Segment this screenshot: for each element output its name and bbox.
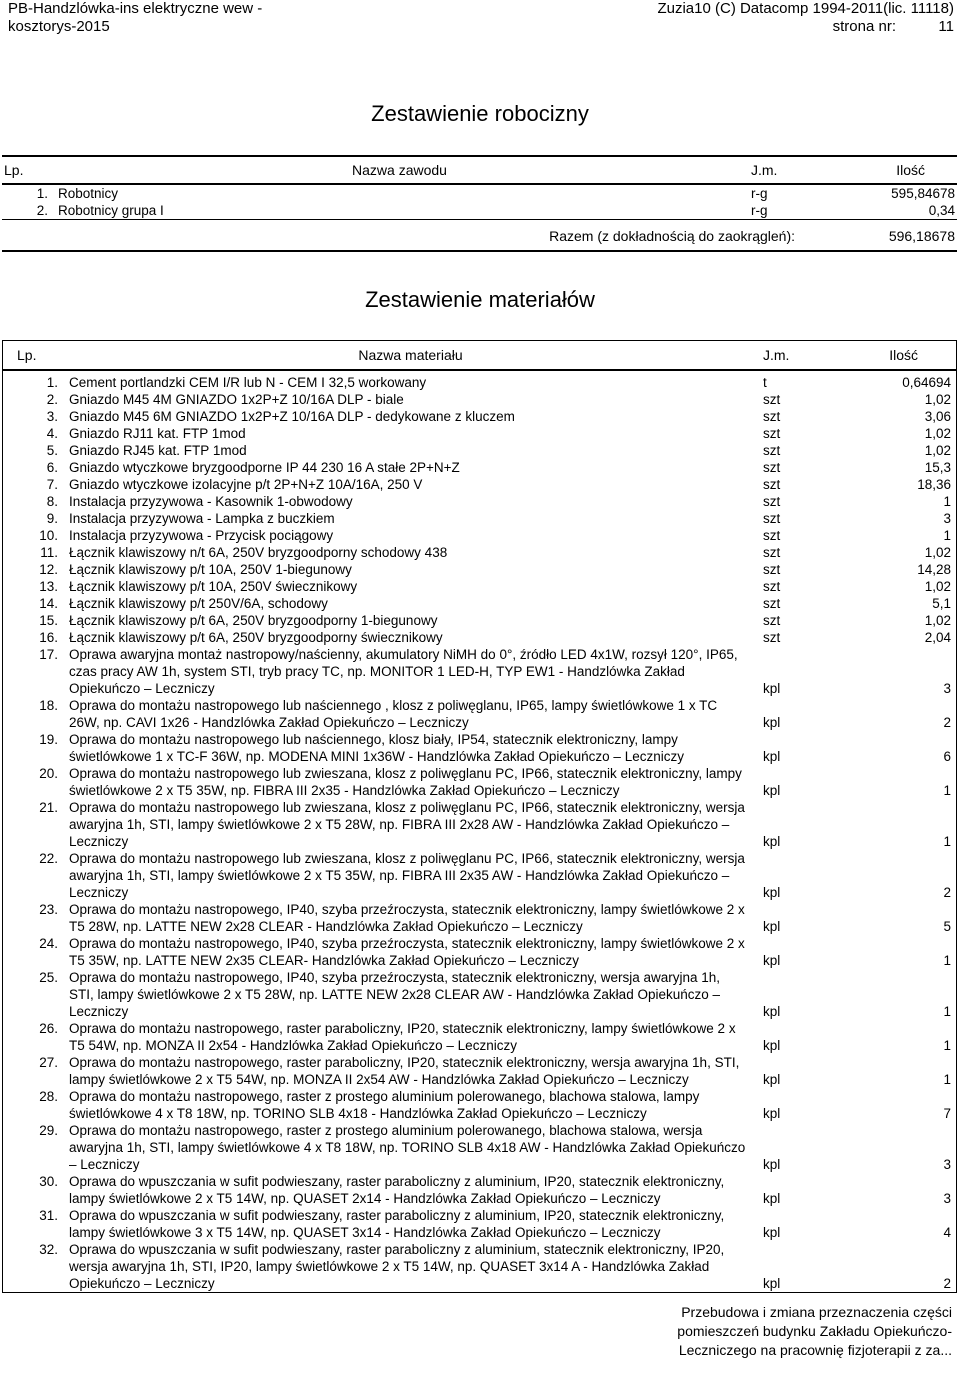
row-name: Oprawa do montażu nastropowego, IP40, szyba przeźroczysta, statecznik elektroniczny, lampy świetlówkowe 2 x T5 35W, np. LATTE NEW 2x35 CLEAR- Handzlówka Zakład Opiekuńczo – Leczniczy bbox=[69, 936, 745, 968]
row-name: Oprawa do wpuszczania w sufit podwieszany, raster paraboliczny z aluminium, IP20, statecznik elektroniczny, lampy świetlówkowe 2 x T5 14W, np. QUASET 2x14 - Handzlówka Zakład Opiekuńczo – Leczniczy bbox=[69, 1174, 725, 1206]
row-jm: kpl bbox=[763, 1157, 781, 1172]
row-lp: 24. bbox=[39, 936, 58, 951]
table-row bbox=[3, 1173, 957, 1207]
table-row bbox=[3, 935, 957, 969]
row-lp: 11. bbox=[40, 545, 58, 560]
materialy-header-row bbox=[3, 341, 957, 371]
software-license: Zuzia10 (C) Datacomp 1994-2011(lic. 11118) bbox=[657, 0, 954, 17]
row-quantity: 14,28 bbox=[917, 562, 951, 577]
row-jm: szt bbox=[763, 426, 781, 441]
row-lp: 25. bbox=[39, 970, 58, 985]
row-name: Instalacja przyzywowa - Kasownik 1-obwodowy bbox=[69, 494, 353, 509]
row-name: Robotnicy bbox=[58, 186, 119, 201]
row-quantity: 7 bbox=[943, 1106, 951, 1121]
row-jm: kpl bbox=[763, 715, 781, 730]
table-row bbox=[3, 646, 957, 697]
row-jm: szt bbox=[763, 613, 781, 628]
row-jm: szt bbox=[763, 460, 781, 475]
row-name: Oprawa do montażu nastropowego, raster paraboliczny, IP20, statecznik elektroniczny, wersja awaryjna 1h, STI, lampy świetlówkowe 2 x T5 54W, np. MONZA II 2x54 AW - Handzlówka Zakład Opiekuńczo – Leczniczy bbox=[69, 1055, 740, 1087]
table-row bbox=[3, 765, 957, 799]
row-name: Gniazdo M45 4M GNIAZDO 1x2P+Z 10/16A DLP - biale bbox=[69, 392, 404, 407]
row-lp: 1. bbox=[36, 186, 48, 201]
row-quantity: 1,02 bbox=[924, 443, 951, 458]
row-lp: 19. bbox=[39, 732, 58, 747]
row-jm: szt bbox=[763, 630, 781, 645]
row-jm: szt bbox=[763, 596, 781, 611]
row-jm: t bbox=[763, 375, 767, 390]
document-header-left bbox=[8, 0, 262, 36]
row-quantity: 15,3 bbox=[924, 460, 951, 475]
row-lp: 21. bbox=[39, 800, 58, 815]
row-lp: 26. bbox=[39, 1021, 58, 1036]
row-name: Łącznik klawiszowy p/t 250V/6A, schodowy bbox=[69, 596, 328, 611]
table-row bbox=[3, 629, 957, 646]
row-quantity: 1,02 bbox=[924, 613, 951, 628]
row-lp: 16. bbox=[39, 630, 58, 645]
table-row bbox=[3, 697, 957, 731]
row-name: Łącznik klawiszowy p/t 10A, 250V świecznikowy bbox=[69, 579, 358, 594]
col-lp-header: Lp. bbox=[2, 156, 48, 184]
row-lp: 3. bbox=[46, 409, 58, 424]
row-lp: 1. bbox=[46, 375, 58, 390]
row-name: Oprawa do montażu nastropowego lub naściennego, klosz biały, IP54, statecznik elektroniczny, lampy świetlówkowe 1 x TC-F 36W, np. MODENA MINI 1x36W - Handzlówka Zakład Opiekuńczo – Leczniczy bbox=[69, 732, 684, 764]
row-quantity: 2,04 bbox=[924, 630, 951, 645]
row-lp: 28. bbox=[39, 1089, 58, 1104]
table-row bbox=[3, 527, 957, 544]
row-lp: 31. bbox=[39, 1208, 58, 1223]
row-quantity: 2 bbox=[943, 715, 951, 730]
row-name: Oprawa do montażu nastropowego, IP40, szyba przeźroczysta, statecznik elektroniczny, lampy świetlówkowe 2 x T5 28W, np. LATTE NEW 2x28 CLEAR - Handzlówka Zakład Opiekuńczo – Leczniczy bbox=[69, 902, 745, 934]
table-row bbox=[3, 731, 957, 765]
robocizna-table bbox=[2, 155, 957, 252]
row-quantity: 0,34 bbox=[928, 203, 955, 218]
table-row bbox=[3, 1054, 957, 1088]
robocizna-title: Zestawienie robocizny bbox=[371, 101, 589, 126]
col-name-header: Nazwa zawodu bbox=[48, 156, 751, 184]
table-row bbox=[3, 370, 957, 391]
row-quantity: 3 bbox=[943, 1191, 951, 1206]
row-lp: 23. bbox=[39, 902, 58, 917]
row-quantity: 1 bbox=[943, 528, 951, 543]
row-lp: 27. bbox=[39, 1055, 58, 1070]
total-value: 596,18678 bbox=[813, 220, 957, 252]
row-lp: 32. bbox=[39, 1242, 58, 1257]
row-name: Gniazdo wtyczkowe izolacyjne p/t 2P+N+Z 10A/16A, 250 V bbox=[69, 477, 423, 492]
table-row bbox=[3, 493, 957, 510]
row-jm: kpl bbox=[763, 1191, 781, 1206]
row-name: Gniazdo wtyczkowe bryzgoodporne IP 44 230 16 A stałe 2P+N+Z bbox=[69, 460, 460, 475]
page-number: 11 bbox=[938, 18, 954, 35]
row-jm: kpl bbox=[763, 834, 781, 849]
col-jm-header: J.m. bbox=[763, 341, 821, 371]
table-row bbox=[3, 969, 957, 1020]
row-name: Łącznik klawiszowy p/t 6A, 250V bryzgoodporny 1-biegunowy bbox=[69, 613, 438, 628]
row-quantity: 5 bbox=[943, 919, 951, 934]
row-lp: 12. bbox=[39, 562, 58, 577]
table-row bbox=[2, 202, 957, 220]
row-name: Łącznik klawiszowy n/t 6A, 250V bryzgoodporny schodowy 438 bbox=[69, 545, 448, 560]
row-quantity: 18,36 bbox=[917, 477, 951, 492]
row-name: Gniazdo RJ11 kat. FTP 1mod bbox=[69, 426, 246, 441]
row-name: Oprawa do montażu nastropowego lub zwieszana, klosz z poliwęglanu PC, IP66, statecznik elektroniczny, wersja awaryjna 1h, STI, lampy świetlówkowe 2 x T5 35W, np. FIBRA III 2x35 AW - Handzlówka Zakład Opiekuńczo – Leczniczy bbox=[69, 851, 745, 900]
row-jm: kpl bbox=[763, 919, 781, 934]
row-name: Łącznik klawiszowy p/t 10A, 250V 1-biegunowy bbox=[69, 562, 352, 577]
row-lp: 14. bbox=[39, 596, 58, 611]
row-quantity: 5,1 bbox=[932, 596, 951, 611]
row-jm: kpl bbox=[763, 783, 781, 798]
row-name: Gniazdo RJ45 kat. FTP 1mod bbox=[69, 443, 247, 458]
row-lp: 17. bbox=[39, 647, 58, 662]
row-jm: kpl bbox=[763, 1106, 781, 1121]
row-jm: kpl bbox=[763, 885, 781, 900]
table-row bbox=[3, 442, 957, 459]
table-row bbox=[3, 408, 957, 425]
row-jm: kpl bbox=[763, 749, 781, 764]
row-name: Oprawa do wpuszczania w sufit podwieszany, raster paraboliczny z aluminium, statecznik elektroniczny, IP20, wersja awaryjna 1h, STI, IP20, lampy świetlówkowe 2 x T5 14W, np. QUASET 3x14 A - Handzlówka Zakład Opiekuńczo – Leczniczy bbox=[69, 1242, 725, 1291]
row-jm: kpl bbox=[763, 1225, 781, 1240]
total-label: Razem (z dokładnością do zaokrągleń): bbox=[2, 220, 813, 252]
project-footer: Przebudowa i zmiana przeznaczenia części pomieszczeń budynku Zakładu Opiekuńczo-Leczniczego na pracownię fizjoterapii z za... bbox=[677, 1304, 952, 1358]
row-jm: r-g bbox=[751, 203, 768, 218]
row-quantity: 3 bbox=[943, 511, 951, 526]
row-jm: szt bbox=[763, 477, 781, 492]
row-name: Oprawa do montażu nastropowego, IP40, szyba przeźroczysta, statecznik elektroniczny, wersja awaryjna 1h, STI, lampy świetlówkowe 2 x T5 28W, np. LATTE NEW 2x28 CLEAR AW - Handzlówka Zakład Opiekuńczo – Leczniczy bbox=[69, 970, 721, 1019]
row-quantity: 1 bbox=[943, 834, 951, 849]
row-quantity: 1 bbox=[943, 783, 951, 798]
row-name: Instalacja przyzywowa - Lampka z buczkiem bbox=[69, 511, 335, 526]
materialy-table bbox=[2, 340, 957, 1293]
row-lp: 29. bbox=[39, 1123, 58, 1138]
table-row bbox=[3, 1207, 957, 1241]
row-lp: 10. bbox=[39, 528, 58, 543]
table-row bbox=[3, 578, 957, 595]
row-quantity: 4 bbox=[943, 1225, 951, 1240]
row-name: Łącznik klawiszowy p/t 6A, 250V bryzgoodporny świecznikowy bbox=[69, 630, 443, 645]
table-row bbox=[3, 850, 957, 901]
row-lp: 7. bbox=[46, 477, 58, 492]
row-lp: 13. bbox=[39, 579, 58, 594]
row-jm: kpl bbox=[763, 1038, 781, 1053]
row-jm: kpl bbox=[763, 1276, 781, 1291]
row-name: Instalacja przyzywowa - Przycisk pociągowy bbox=[69, 528, 334, 543]
page-number-label: strona nr: bbox=[832, 18, 896, 35]
row-jm: kpl bbox=[763, 953, 781, 968]
row-quantity: 595,84678 bbox=[891, 186, 955, 201]
row-quantity: 1 bbox=[943, 953, 951, 968]
row-quantity: 1 bbox=[943, 1004, 951, 1019]
row-jm: kpl bbox=[763, 1072, 781, 1087]
table-row bbox=[3, 612, 957, 629]
row-quantity: 6 bbox=[943, 749, 951, 764]
row-jm: kpl bbox=[763, 1004, 781, 1019]
row-jm: szt bbox=[763, 528, 781, 543]
table-row bbox=[3, 799, 957, 850]
row-quantity: 3 bbox=[943, 1157, 951, 1172]
row-name: Oprawa do wpuszczania w sufit podwieszany, raster paraboliczny z aluminium, IP20, statecznik elektroniczny, lampy świetlówkowe 3 x T5 14W, np. QUASET 3x14 - Handzlówka Zakład Opiekuńczo – Leczniczy bbox=[69, 1208, 725, 1240]
row-quantity: 0,64694 bbox=[902, 375, 951, 390]
table-row bbox=[3, 1020, 957, 1054]
row-quantity: 3,06 bbox=[924, 409, 951, 424]
row-lp: 9. bbox=[46, 511, 58, 526]
row-lp: 30. bbox=[39, 1174, 58, 1189]
row-quantity: 1 bbox=[943, 1072, 951, 1087]
row-jm: kpl bbox=[763, 681, 781, 696]
table-row bbox=[3, 1241, 957, 1293]
col-lp-header: Lp. bbox=[3, 341, 59, 371]
row-name: Robotnicy grupa I bbox=[58, 203, 164, 218]
file-name: kosztorys-2015 bbox=[8, 18, 110, 35]
row-lp: 2. bbox=[36, 203, 48, 218]
row-jm: szt bbox=[763, 392, 781, 407]
row-lp: 15. bbox=[39, 613, 58, 628]
row-name: Oprawa do montażu nastropowego, raster z prostego aluminium polerowanego, blachowa stalowa, lampy świetlówkowe 4 x T8 18W, np. TORINO SLB 4x18 - Handzlówka Zakład Opiekuńczo – Leczniczy bbox=[69, 1089, 700, 1121]
table-row bbox=[3, 476, 957, 493]
col-jm-header: J.m. bbox=[751, 156, 813, 184]
col-name-header: Nazwa materiału bbox=[58, 341, 763, 371]
row-lp: 6. bbox=[46, 460, 58, 475]
page-number-line bbox=[657, 18, 954, 36]
row-name: Oprawa awaryjna montaż nastropowy/naścienny, akumulatory NiMH do 0°, źródło LED 4x1W, rozsył 120°, IP65, czas pracy AW 1h, system STI, tryb pracy TC, np. MONITOR 1 LED-H, TYP EW1 - Handzlówka Zakład Opiekuńczo – Leczniczy bbox=[69, 647, 738, 696]
row-lp: 4. bbox=[46, 426, 58, 441]
row-quantity: 1,02 bbox=[924, 579, 951, 594]
row-lp: 8. bbox=[46, 494, 58, 509]
row-name: Oprawa do montażu nastropowego lub zwieszana, klosz z poliwęglanu PC, IP66, statecznik elektroniczny, lampy świetlówkowe 2 x T5 35W, np. FIBRA III 2x35 - Handzlówka Zakład Opiekuńczo – Leczniczy bbox=[69, 766, 742, 798]
program-name: PB-Handzlówka-ins elektryczne wew - bbox=[8, 0, 263, 17]
row-lp: 20. bbox=[39, 766, 58, 781]
row-jm: szt bbox=[763, 562, 781, 577]
table-row bbox=[3, 510, 957, 527]
row-jm: szt bbox=[763, 579, 781, 594]
row-lp: 5. bbox=[46, 443, 58, 458]
table-row bbox=[3, 561, 957, 578]
table-row bbox=[3, 1122, 957, 1173]
row-quantity: 1 bbox=[943, 1038, 951, 1053]
table-row bbox=[3, 595, 957, 612]
row-quantity: 1,02 bbox=[924, 545, 951, 560]
table-row bbox=[3, 391, 957, 408]
col-ilosc-header: Ilość bbox=[813, 156, 957, 184]
row-jm: r-g bbox=[751, 186, 768, 201]
row-jm: szt bbox=[763, 545, 781, 560]
document-header-right bbox=[657, 0, 954, 36]
row-quantity: 2 bbox=[943, 885, 951, 900]
row-name: Oprawa do montażu nastropowego, raster z prostego aluminium polerowanego, blachowa stalowa, wersja awaryjna 1h, STI, lampy świetlówkowe 4 x T8 18W, np. TORINO SLB 4x18 AW - Handzlówka Zakład Opiekuńczo – Leczniczy bbox=[69, 1123, 746, 1172]
table-row bbox=[3, 901, 957, 935]
robocizna-total-row bbox=[2, 220, 957, 252]
table-row bbox=[3, 425, 957, 442]
row-quantity: 1,02 bbox=[924, 392, 951, 407]
row-lp: 18. bbox=[39, 698, 58, 713]
row-jm: szt bbox=[763, 511, 781, 526]
row-quantity: 1,02 bbox=[924, 426, 951, 441]
table-row bbox=[3, 544, 957, 561]
row-name: Gniazdo M45 6M GNIAZDO 1x2P+Z 10/16A DLP - dedykowane z kluczem bbox=[69, 409, 515, 424]
row-quantity: 2 bbox=[943, 1276, 951, 1291]
materialy-title: Zestawienie materiałów bbox=[365, 287, 595, 312]
row-jm: szt bbox=[763, 443, 781, 458]
row-name: Cement portlandzki CEM I/R lub N - CEM I 32,5 workowany bbox=[69, 375, 427, 390]
row-quantity: 3 bbox=[943, 681, 951, 696]
row-lp: 2. bbox=[46, 392, 58, 407]
row-name: Oprawa do montażu nastropowego lub zwieszana, klosz z poliwęglanu PC, IP66, statecznik elektroniczny, wersja awaryjna 1h, STI, lampy świetlówkowe 2 x T5 28W, np. FIBRA III 2x28 AW - Handzlówka Zakład Opiekuńczo – Leczniczy bbox=[69, 800, 745, 849]
table-row bbox=[3, 459, 957, 476]
table-row bbox=[3, 1088, 957, 1122]
col-ilosc-header: Ilość bbox=[821, 341, 957, 371]
row-jm: szt bbox=[763, 494, 781, 509]
row-name: Oprawa do montażu nastropowego, raster paraboliczny, IP20, statecznik elektroniczny, lampy świetlówkowe 2 x T5 54W, np. MONZA II 2x54 - Handzlówka Zakład Opiekuńczo – Leczniczy bbox=[69, 1021, 736, 1053]
row-quantity: 1 bbox=[943, 494, 951, 509]
row-jm: szt bbox=[763, 409, 781, 424]
robocizna-header-row bbox=[2, 156, 957, 184]
row-lp: 22. bbox=[39, 851, 58, 866]
row-name: Oprawa do montażu nastropowego lub naściennego , klosz z poliwęglanu, IP65, lampy świetlówkowe 1 x TC 26W, np. CAVI 1x26 - Handzlówka Zakład Opiekuńczo – Leczniczy bbox=[69, 698, 718, 730]
table-row bbox=[2, 184, 957, 202]
